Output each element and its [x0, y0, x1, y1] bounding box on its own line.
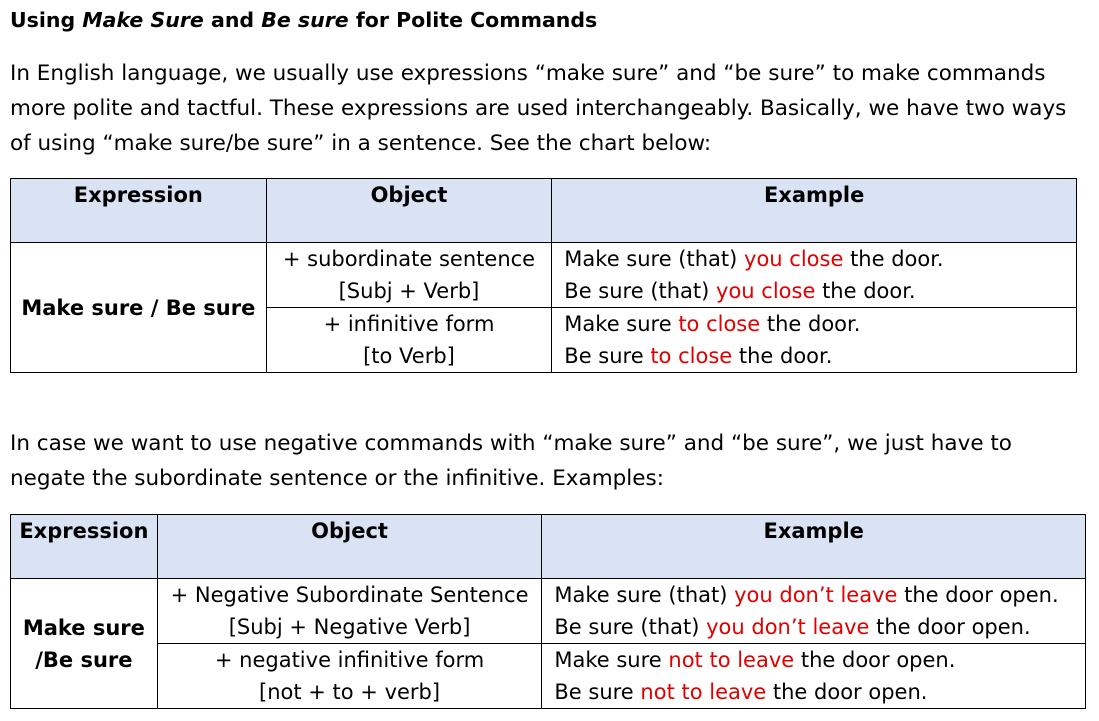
example-line: Be sure (that) you close the door.	[564, 279, 916, 303]
page-title: Using Make Sure and Be sure for Polite Commands	[10, 8, 598, 32]
table-header-row	[11, 179, 1077, 243]
example-line: Make sure not to leave the door open.	[554, 648, 956, 672]
example-cell	[552, 308, 1077, 373]
object-line: [not + to + verb]	[259, 680, 441, 704]
example-line: Make sure to close the door.	[564, 312, 861, 336]
table-row	[11, 243, 1077, 308]
example-line: Make sure (that) you close the door.	[564, 247, 944, 271]
example-cell	[542, 644, 1086, 709]
object-cell	[157, 644, 542, 709]
header-example: Example	[542, 515, 1086, 579]
header-object: Object	[266, 179, 552, 243]
expression-cell	[11, 579, 158, 709]
example-line: Be sure not to leave the door open.	[554, 680, 928, 704]
example-cell	[552, 243, 1077, 308]
object-cell	[157, 579, 542, 644]
object-cell	[266, 243, 552, 308]
object-line: [to Verb]	[363, 344, 455, 368]
expression-line: Make sure	[22, 615, 145, 640]
example-cell	[542, 579, 1086, 644]
header-expression: Expression	[11, 179, 267, 243]
object-cell	[266, 308, 552, 373]
object-line: + negative infinitive form	[214, 648, 485, 672]
object-line: + infinitive form	[323, 312, 495, 336]
example-line: Make sure (that) you don’t leave the door open.	[554, 583, 1059, 607]
header-expression: Expression	[11, 515, 158, 579]
object-line: [Subj + Negative Verb]	[228, 615, 471, 639]
intro-paragraph: In English language, we usually use expressions “make sure” and “be sure” to make commands more polite and tactful. These expressions are used interchangeably. Basically, we have two ways of using “make sure/be sure” in a sentence. See the chart below:	[10, 61, 1067, 156]
affirmative-table	[10, 178, 1077, 373]
expression-line: /Be sure	[35, 647, 133, 672]
table-row	[11, 644, 1086, 709]
header-object: Object	[157, 515, 542, 579]
table-row	[11, 579, 1086, 644]
example-line: Be sure to close the door.	[564, 344, 833, 368]
object-line: + subordinate sentence	[282, 247, 536, 271]
object-line: + Negative Subordinate Sentence	[170, 583, 529, 607]
negative-table	[10, 514, 1086, 709]
negative-paragraph: In case we want to use negative commands with “make sure” and “be sure”, we just have to negate the subordinate sentence or the infinitive. Examples:	[10, 431, 1012, 491]
example-line: Be sure (that) you don’t leave the door open.	[554, 615, 1031, 639]
object-line: [Subj + Verb]	[338, 279, 480, 303]
header-example: Example	[552, 179, 1077, 243]
expression-cell: Make sure / Be sure	[11, 243, 267, 373]
table-header-row	[11, 515, 1086, 579]
